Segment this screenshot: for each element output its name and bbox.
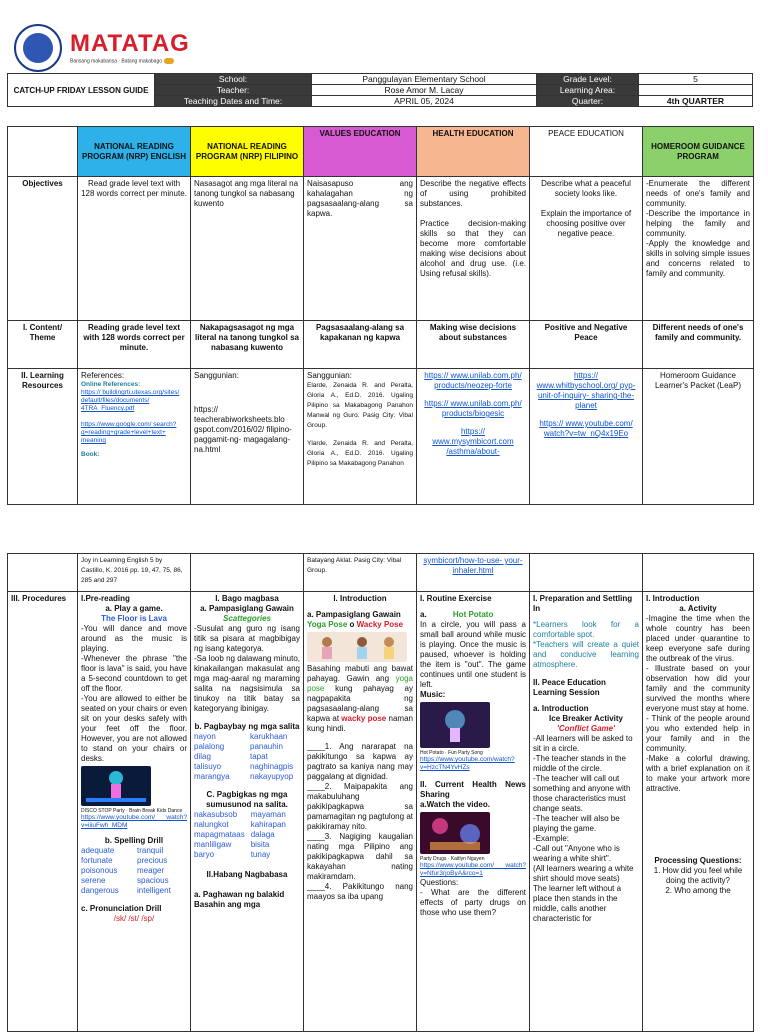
resource-link-teacherabi[interactable]: https:// teacherabiworksheets.blo gspot.com/2016/02/ filipino-paggamit-ng- magagalang-na.html bbox=[194, 405, 292, 454]
column-header-homeroom: HOMEROOM GUIDANCE PROGRAM bbox=[643, 127, 754, 177]
spelling-word-list: adequate tranquil fortunate precious poisonous meager serene spacious dangerous intelligent bbox=[81, 846, 171, 895]
row-label-content: I. Content/ Theme bbox=[8, 321, 78, 369]
resources-filipino: Sanggunian: https:// teacherabiworksheets.blo gspot.com/2016/02/ filipino-paggamit-ng- magagalang-na.html bbox=[191, 369, 304, 505]
objective-filipino: Nasasagot ang mga literal na tanong tungkol sa nabasang kuwento bbox=[191, 177, 304, 321]
resource-link-symbicort-cont[interactable]: symbicort/how-to-use- your-inhaler.html bbox=[417, 554, 530, 592]
resource-link-whitby[interactable]: https:// www.whitbyschool.org/ pyp-unit-of-inquiry- sharing-the-planet bbox=[536, 371, 636, 410]
content-homeroom: Different needs of one's family and community. bbox=[643, 321, 754, 369]
column-header-peace: PEACE EDUCATION bbox=[530, 127, 643, 177]
grade-label: Grade Level: bbox=[537, 74, 639, 85]
resource-link-symbicort[interactable]: https:// www.mysymbicort.com /asthma/about- bbox=[432, 427, 514, 456]
column-header-nrp-english: NATIONAL READING PROGRAM (NRP) ENGLISH bbox=[78, 127, 191, 177]
column-header-values: VALUES EDUCATION bbox=[304, 127, 417, 177]
resources-values: Sanggunian: Elarde, Zenaida R. and Peralta, Gloria A., Ed.D. 2016. Ugaling Pilipino sa Makabagong Panahon Manwal ng Guro. Pasig City: Vibal Group. Ylarde, Zenaida R. and Peralta, Gloria A., Ed.D. 2016. Ugaling Pilipino sa Makabagong Panahon bbox=[304, 369, 417, 505]
teacher-label: Teacher: bbox=[155, 85, 312, 96]
youtube-link-party-drugs[interactable]: https://www.youtube.com/ watch?v=Nfur3rjoByA&rco=1 bbox=[420, 862, 526, 877]
objective-homeroom: -Enumerate the different needs of one's family and community. -Describe the importance in helping the family and community. -Apply the knowledge and skills in solving simple issues and concerns related to family and community. bbox=[643, 177, 754, 321]
procedures-peace: I. Preparation and Settling In *Learners look for a comfortable spot. *Teachers will create a quiet and conducive learning atmosphere. II. Peace Education Learning Session a. Introduction Ice Breaker Activity 'Conflict Game' -All learners will be asked to sit in a circle. -The teacher stands in the middle of the circle. -The teacher will call out something and anyone with those characteristics must change seats. -The teacher will also be playing the game. -Example: -Call out "Anyone who is wearing a white shirt". (All learners wearing a white shirt should move seats) The learner left without a place then stands in the middle, calls another characteristic for bbox=[530, 592, 643, 1032]
youtube-link-hot-potato[interactable]: https://www.youtube.com/watch? v=HzcTN4YvHZs bbox=[420, 756, 515, 771]
content-health: Making wise decisions about substances bbox=[417, 321, 530, 369]
disco-video-thumbnail[interactable] bbox=[81, 766, 151, 806]
youtube-link-floor-is-lava[interactable]: https://www.youtube.com/ watch?v=iiiuFwh_MDM bbox=[81, 814, 187, 829]
pagbaybay-word-list: nayon karukhaan palalong panauhin dilag tapat talisuyo naghinagpis marangya nakayupyop bbox=[194, 732, 294, 781]
yoga-pose-image bbox=[307, 632, 407, 662]
quarter-label: Quarter: bbox=[537, 96, 639, 107]
content-english: Reading grade level text with 128 words correct per minute. bbox=[78, 321, 191, 369]
header-table bbox=[7, 73, 753, 107]
content-values: Pagsasaalang-alang sa kapakanan ng kapwa bbox=[304, 321, 417, 369]
lesson-guide-title: CATCH-UP FRIDAY LESSON GUIDE bbox=[8, 74, 155, 107]
resource-link-biogesic[interactable]: https:// www.unilab.com.ph/ products/biogesic bbox=[424, 399, 522, 418]
game-title-conflict-game: 'Conflict Game' bbox=[556, 724, 616, 733]
procedures-homeroom: I. Introduction a. Activity -Imagine the time when the whole country has been placed under quarantine to keep everyone safe during the outbreak of the virus. - Illustrate based on your observation how did your family and the community survived the months where everyone must stay at home. - Think of the people around you who extended help in your family and in the community. -Make a colorful drawing, with a brief explanation on it to make your artwork more attractive. Processing Questions: 1. How did you feel while doing the activity? 2. Who among the bbox=[643, 592, 754, 1032]
resource-link-utexas[interactable]: https:// buildingrti.utexas.org/sites/ default/files/documents/ 4TRA_Fluency.pdf bbox=[81, 389, 180, 412]
brand-tagline: Bansang makabansa · Batang makabago bbox=[70, 58, 190, 64]
resources-peace bbox=[530, 369, 643, 505]
objective-health: Describe the negative effects of using prohibited substances. Practice decision-making skills so that they can become more comfortable making wise decisions about alcohol and drug use. (i.e. Using refusal skills). bbox=[417, 177, 530, 321]
resources-values-cont: Batayang Aklat. Pasig City: Vibal Group. bbox=[304, 554, 417, 592]
resource-link-youtube[interactable]: https:// www.youtube.com/ watch?v=tw_nQ4x19Eo bbox=[539, 419, 633, 438]
resource-link-neozep[interactable]: https:// www.unilab.com.ph/ products/neozep-forte bbox=[424, 371, 522, 390]
content-filipino: Nakapagsasagot ng mga literal na tanong tungkol sa nabasang kuwento bbox=[191, 321, 304, 369]
school-label: School: bbox=[155, 74, 312, 85]
procedures-values: I. Introduction a. Pampasiglang Gawain Yoga Pose o Wacky Pose Basahing mabuti ang bawat pahayag. Gawin ang yoga pose kung pahayag ay nagpapakita ng pagsasaalang-alang sa kapwa at wacky pose naman kung hindi. ____1. Ang nararapat na pakikitungo sa kapwa ay pagtrato sa kaniya nang may paggalang at dignidad. ____2. Maipapakita ang makabuluhang pakikipagkapwa sa pamamagitan ng pagtulong at pakikiramay nito. ____3. Nagiging kaugalian nating mga Pilipino ang pakikipagkapwa dahil sa kakayahan nating makiramdam. ____4. Pakikitungo nang maayos sa iba upang bbox=[304, 592, 417, 1032]
procedures-health: I. Routine Exercise a. Hot Potato In a circle, you will pass a small ball around while music is playing. Once the music is paused, whoever is holding the item is "out". The game continues until one student is left. Music: Hot Potato · Fun Party Song https://www.youtube.com/watch? v=HzcTN4YvHZs II. Current Health News Sharing a.Watch the video. Party Drugs · Kaitlyn Nguyen https://www.youtube.com/ watch?v=Nfur3rjoByA&rco=1 Questions: - What are the different effects of party drugs on those who use them? bbox=[417, 592, 530, 1032]
party-drugs-video-thumbnail[interactable] bbox=[420, 812, 490, 854]
resources-health bbox=[417, 369, 530, 505]
corner-cell bbox=[8, 127, 78, 177]
hot-potato-video-thumbnail[interactable] bbox=[420, 702, 490, 748]
resources-homeroom: Homeroom Guidance Learner's Packet (LeaP) bbox=[643, 369, 754, 505]
logo bbox=[14, 24, 190, 72]
row-label-resources: II. Learning Resources bbox=[8, 369, 78, 505]
hearts-icon bbox=[164, 58, 174, 64]
objective-peace: Describe what a peaceful society looks like. Explain the importance of choosing positive over negative peace. bbox=[530, 177, 643, 321]
quarter-value: 4th QUARTER bbox=[639, 96, 753, 107]
procedures-english: I.Pre-reading a. Play a game. The Floor is Lava -You will dance and move around as the music is playing. -Whenever the phrase "the floor is lava" is said, you have a 5-second countdown to get off the floor. -You are allowed to either be seated on your chairs or even sit on your desks safely with your feet off the floor. However, you are not allowed to stand on your chairs or desks. DISCO STOP Party · Brain Break Kids Dance https://www.youtube.com/ watch?v=iiiuFwh_MDM b. Spelling Drill adequate tranquil fortunate precious poisonous meager serene spacious dangerous intelligent c. Pronunciation Drill /sk/ /st/ /sp/ bbox=[78, 592, 191, 1032]
column-header-nrp-filipino: NATIONAL READING PROGRAM (NRP) FILIPINO bbox=[191, 127, 304, 177]
lesson-grid-page1 bbox=[7, 126, 754, 505]
content-peace: Positive and Negative Peace bbox=[530, 321, 643, 369]
brand-name: MATATAG bbox=[70, 29, 190, 57]
deped-seal-icon bbox=[14, 24, 62, 72]
objective-values: Naisasapuso ang kahalagahan ng pagsasaalang-alang sa kapwa. bbox=[304, 177, 417, 321]
resource-link-google[interactable]: https://www.google.com/ search? q=reading+grade+level+text+ meaning bbox=[81, 421, 177, 444]
dates-label: Teaching Dates and Time: bbox=[155, 96, 312, 107]
resources-english: References: Online References: https:// buildingrti.utexas.org/sites/ default/files/documents/ 4TRA_Fluency.pdf https://www.google.com/ search? q=reading+grade+level+text+ meaning Book: bbox=[78, 369, 191, 505]
row-label-procedures: III. Procedures bbox=[8, 592, 78, 1032]
resources-english-cont: Joy in Learning English 5 by Castillo, K. 2016 pp. 19, 47, 75, 86, 285 and 297 bbox=[78, 554, 191, 592]
procedures-filipino: I. Bago magbasa a. Pampasiglang Gawain Scattegories -Susulat ang guro ng isang titik sa pisara at magbibigay ng isang kategorya. -Sa loob ng dalawang minuto, kinakailangan makasulat ang mga mag-aaral ng maraming salita na nagsisimula sa tinukoy na titik batay sa kategoryang ibinigay. b. Pagbaybay ng mga salita nayon karukhaan palalong panauhin dilag tapat talisuyo naghinagpis marangya nakayupyop C. Pagbigkas ng mga sumusunod na salita. nakasubsob mayaman nalungkot kahirapan mapagmataas dalaga manliligaw bisita baryo tunay II.Habang Nagbabasa a. Paghawan ng balakid Basahin ang mga bbox=[191, 592, 304, 1032]
school-value: Panggulayan Elementary School bbox=[312, 74, 537, 85]
game-title-scattegories: Scattegories bbox=[222, 614, 272, 623]
area-label: Learning Area: bbox=[537, 85, 639, 96]
game-title-floor-is-lava: The Floor is Lava bbox=[101, 614, 167, 623]
dates-value: APRIL 05, 2024 bbox=[312, 96, 537, 107]
area-value bbox=[639, 85, 753, 96]
teacher-value: Rose Amor M. Lacay bbox=[312, 85, 537, 96]
row-label-objectives: Objectives bbox=[8, 177, 78, 321]
lesson-grid-page2 bbox=[7, 553, 754, 1032]
grade-value: 5 bbox=[639, 74, 753, 85]
objective-english: Read grade level text with 128 words correct per minute. bbox=[78, 177, 191, 321]
column-header-health: HEALTH EDUCATION bbox=[417, 127, 530, 177]
pagbigkas-word-list: nakasubsob mayaman nalungkot kahirapan mapagmataas dalaga manliligaw bisita baryo tunay bbox=[194, 810, 286, 859]
